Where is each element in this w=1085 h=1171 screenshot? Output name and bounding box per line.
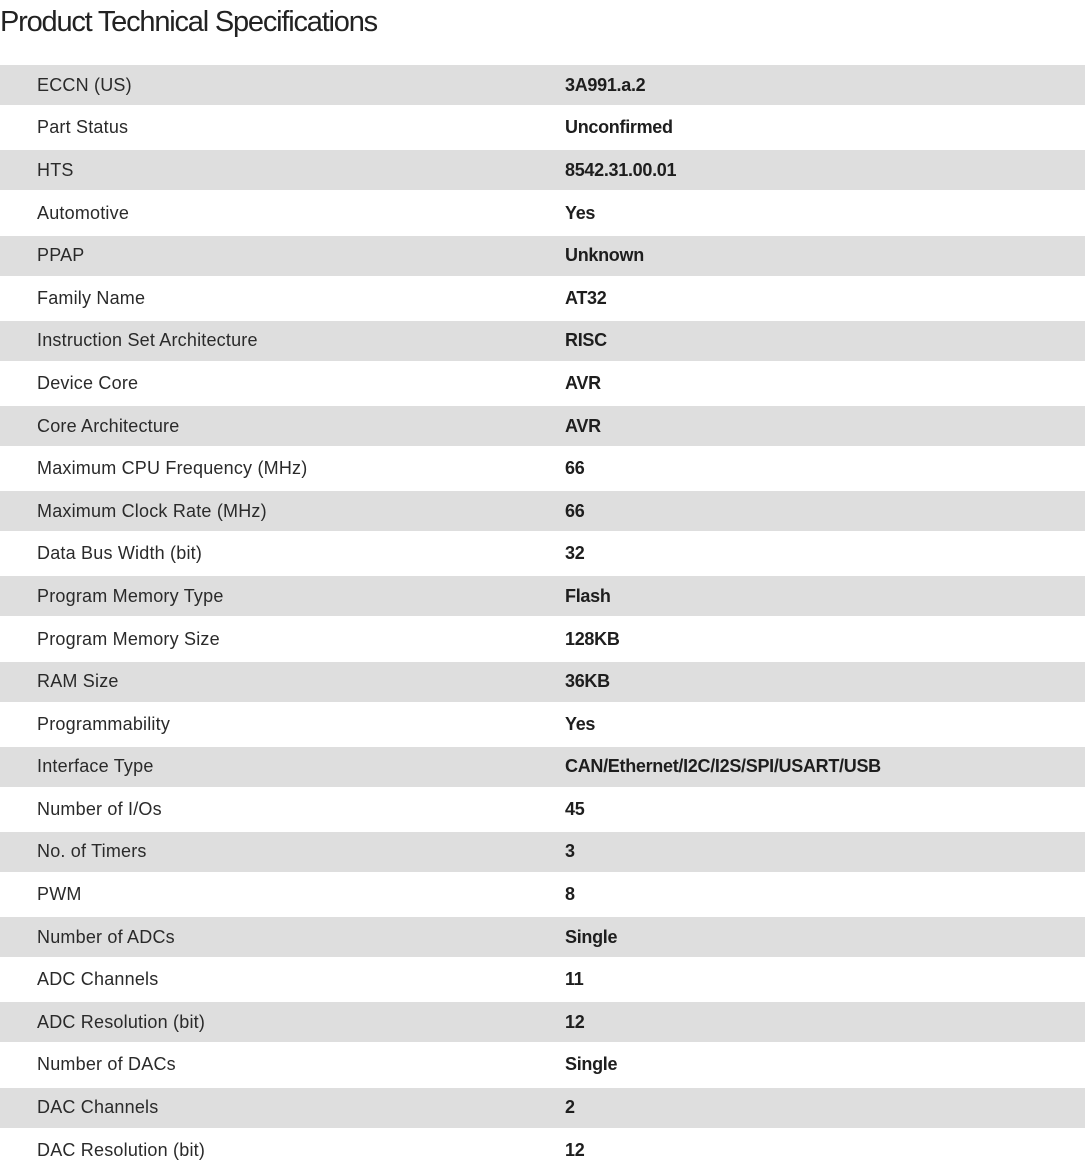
spec-label: ECCN (US)	[37, 74, 132, 95]
spec-label: Programmability	[37, 713, 171, 734]
table-row	[0, 447, 1085, 490]
spec-value: 36KB	[565, 671, 610, 692]
spec-value: Unknown	[565, 245, 644, 266]
spec-label: DAC Resolution (bit)	[37, 1139, 206, 1160]
table-row	[0, 703, 1085, 746]
spec-value: Yes	[565, 202, 596, 223]
spec-value: 32	[565, 543, 585, 564]
table-row	[0, 917, 1085, 957]
spec-value: AVR	[565, 372, 601, 393]
spec-value: 66	[565, 458, 585, 479]
spec-value: CAN/Ethernet/I2C/I2S/SPI/USART/USB	[565, 756, 881, 777]
table-row	[0, 1129, 1085, 1171]
spec-value: 3A991.a.2	[565, 74, 646, 95]
table-row	[0, 533, 1085, 576]
table-row	[0, 873, 1085, 916]
table-row	[0, 747, 1085, 787]
spec-value: AVR	[565, 415, 601, 436]
spec-label: Device Core	[37, 372, 139, 393]
spec-value: Single	[565, 1054, 618, 1075]
table-row	[0, 832, 1085, 872]
specifications-table	[0, 64, 1085, 1171]
spec-label: Automotive	[37, 202, 130, 223]
table-row	[0, 1088, 1085, 1128]
spec-label: Program Memory Size	[37, 628, 220, 649]
page-title: Product Technical Specifications	[0, 6, 377, 38]
spec-value: RISC	[565, 330, 607, 351]
table-row	[0, 958, 1085, 1001]
spec-value: Single	[565, 926, 618, 947]
spec-label: ADC Resolution (bit)	[37, 1011, 206, 1032]
spec-label: Maximum Clock Rate (MHz)	[37, 500, 267, 521]
spec-value: 8542.31.00.01	[565, 159, 677, 180]
table-row	[0, 1002, 1085, 1042]
spec-label: DAC Channels	[37, 1097, 159, 1118]
table-row	[0, 1044, 1085, 1087]
spec-value: Unconfirmed	[565, 117, 673, 138]
table-row	[0, 65, 1085, 105]
spec-label: Maximum CPU Frequency (MHz)	[37, 458, 308, 479]
spec-label: Part Status	[37, 117, 129, 138]
table-row	[0, 618, 1085, 661]
spec-label: ADC Channels	[37, 969, 159, 990]
spec-label: No. of Timers	[37, 841, 147, 862]
table-row	[0, 107, 1085, 150]
spec-value: AT32	[565, 287, 607, 308]
spec-label: Number of ADCs	[37, 926, 175, 947]
spec-label: HTS	[37, 159, 74, 180]
table-row	[0, 277, 1085, 320]
spec-value: 12	[565, 1139, 585, 1160]
spec-value: 12	[565, 1011, 585, 1032]
table-row	[0, 491, 1085, 531]
spec-label: RAM Size	[37, 671, 119, 692]
spec-label: Number of DACs	[37, 1054, 176, 1075]
spec-label: Program Memory Type	[37, 585, 224, 606]
spec-label: Number of I/Os	[37, 798, 162, 819]
table-row	[0, 576, 1085, 616]
spec-value: 11	[565, 969, 584, 990]
spec-value: 128KB	[565, 628, 620, 649]
table-row	[0, 406, 1085, 446]
spec-label: Family Name	[37, 287, 146, 308]
spec-label: Core Architecture	[37, 415, 180, 436]
spec-label: PWM	[37, 884, 82, 905]
spec-value: 2	[565, 1097, 575, 1118]
spec-value: 3	[565, 841, 575, 862]
spec-value: 66	[565, 500, 585, 521]
table-row	[0, 236, 1085, 276]
spec-label: Data Bus Width (bit)	[37, 543, 203, 564]
table-row	[0, 362, 1085, 405]
spec-value: Yes	[565, 713, 596, 734]
spec-value: 45	[565, 798, 585, 819]
table-row	[0, 192, 1085, 235]
spec-value: 8	[565, 884, 575, 905]
table-row	[0, 150, 1085, 190]
spec-label: Instruction Set Architecture	[37, 330, 258, 351]
table-row	[0, 788, 1085, 831]
table-row	[0, 321, 1085, 361]
spec-value: Flash	[565, 585, 611, 606]
spec-label: PPAP	[37, 245, 85, 266]
spec-label: Interface Type	[37, 756, 154, 777]
table-row	[0, 662, 1085, 702]
